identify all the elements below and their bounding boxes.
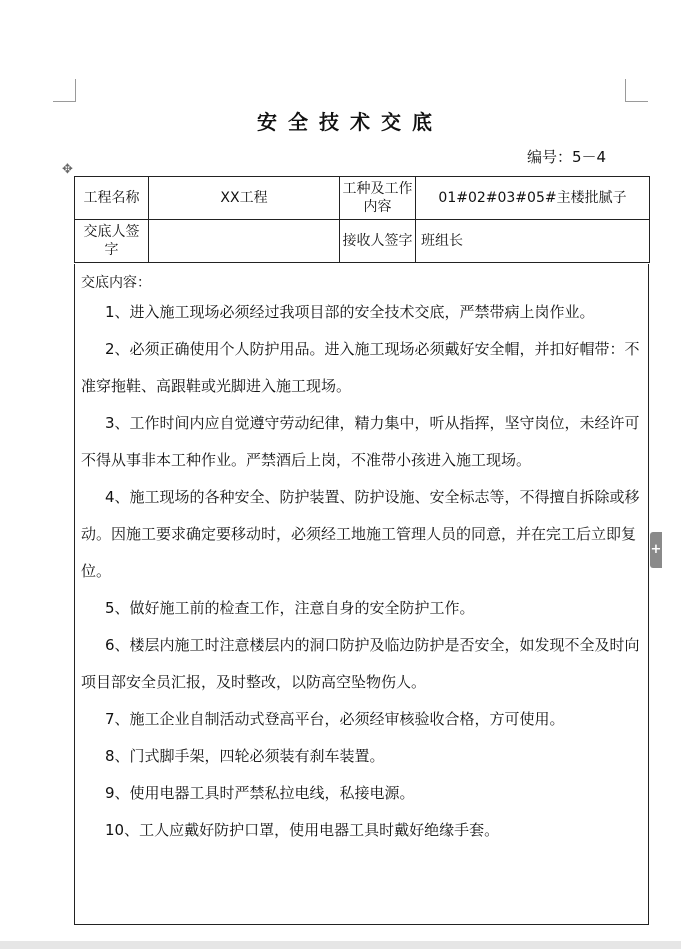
receiver-value[interactable]: 班组长 [416,220,650,263]
trade-value[interactable]: 01#02#03#05#主楼批腻子 [416,177,650,220]
project-name-label: 工程名称 [75,177,149,220]
bottom-scroll-strip [0,941,681,949]
content-item: 3、工作时间内应自觉遵守劳动纪律，精力集中，听从指挥，坚守岗位，未经许可不得从事非本工种作业。严禁酒后上岗，不准带小孩进入施工现场。 [81,414,640,469]
table-move-handle-icon[interactable]: ✥ [62,162,73,177]
briefer-label: 交底人签字 [75,220,149,263]
briefer-signature-cell[interactable] [149,220,340,263]
content-item: 4、施工现场的各种安全、防护装置、防护设施、安全标志等，不得擅自拆除或移动。因施工要求确定要移动时，必须经工地施工管理人员的同意，并在完工后立即复位。 [81,488,640,580]
project-name-value[interactable]: XX工程 [149,177,340,220]
header-row-signatures [75,220,650,263]
content-item: 2、必须正确使用个人防护用品。进入施工现场必须戴好安全帽，并扣好帽带：不准穿拖鞋、高跟鞋或光脚进入施工现场。 [81,340,640,395]
header-table [74,176,650,263]
document-title: 安全技术交底 [257,110,443,134]
content-items [81,294,645,849]
content-item: 10、工人应戴好防护口罩，使用电器工具时戴好绝缘手套。 [105,821,500,839]
page-corner-mark-right [625,79,648,102]
content-item: 7、施工企业自制活动式登高平台，必须经审核验收合格，方可使用。 [105,710,565,728]
page-corner-mark-left [53,79,76,102]
content-label: 交底内容： [81,275,151,291]
side-panel-expand-icon[interactable]: + [650,532,662,568]
trade-label: 工种及工作内容 [340,177,416,220]
content-item: 8、门式脚手架，四轮必须装有刹车装置。 [105,747,385,765]
receiver-label: 接收人签字 [340,220,416,263]
content-item: 1、进入施工现场必须经过我项目部的安全技术交底，严禁带病上岗作业。 [105,303,595,321]
content-box [74,264,649,925]
header-row-project [75,177,650,220]
content-item: 5、做好施工前的检查工作，注意自身的安全防护工作。 [105,599,475,617]
content-item: 9、使用电器工具时严禁私拉电线，私接电源。 [105,784,415,802]
content-item: 6、楼层内施工时注意楼层内的洞口防护及临边防护是否安全，如发现不全及时向项目部安全员汇报，及时整改，以防高空坠物伤人。 [81,636,640,691]
document-number: 编号：5－4 [527,148,607,166]
